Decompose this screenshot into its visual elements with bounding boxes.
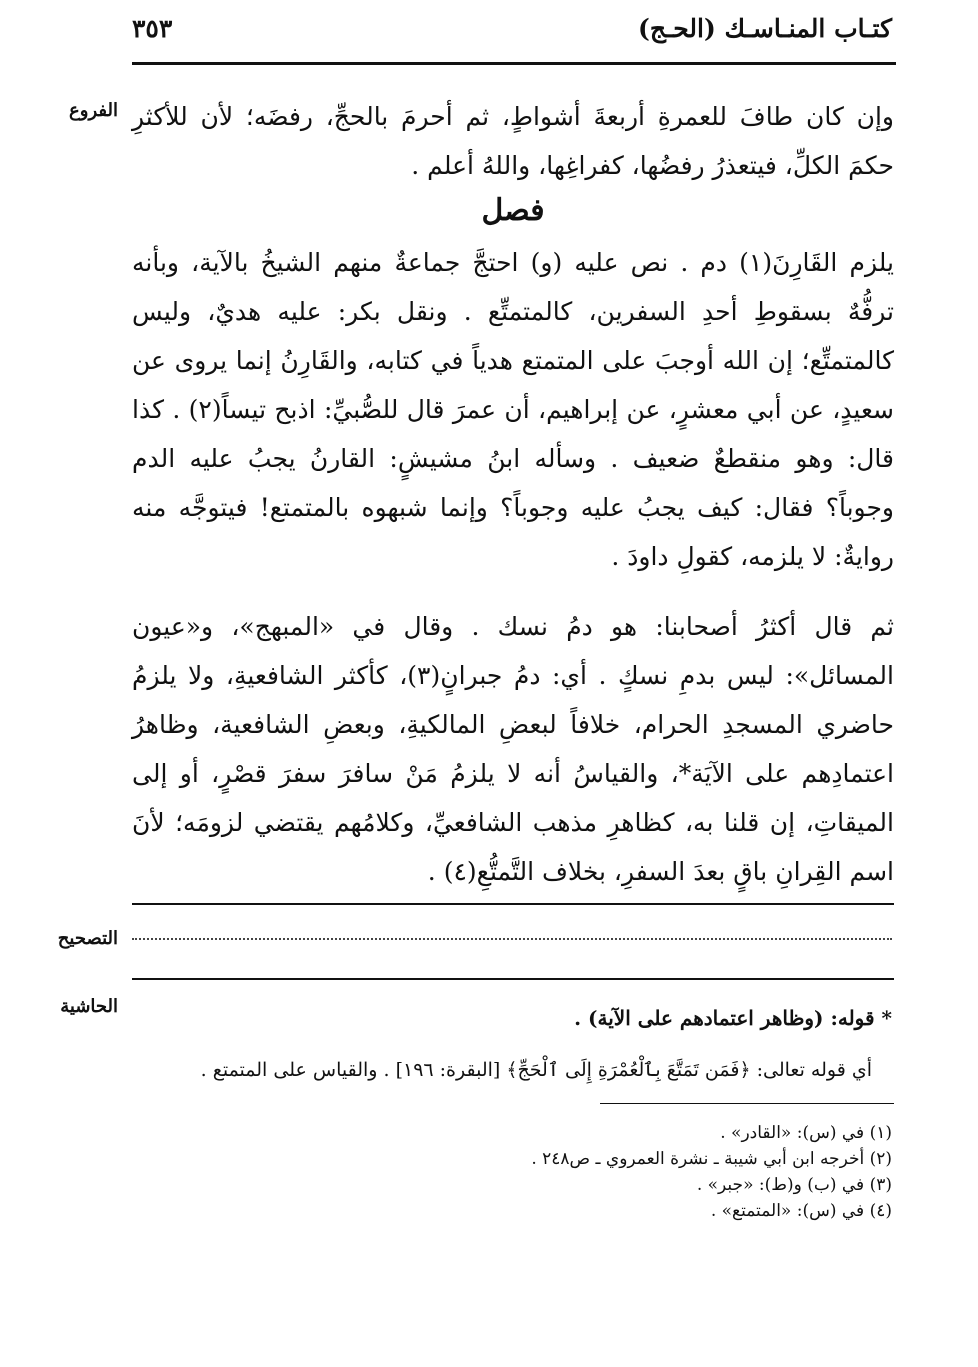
body-end-rule [132, 903, 894, 905]
intro-paragraph: وإن كان طافَ للعمرةِ أربعةَ أشواطٍ، ثم أحرمَ بالحجِّ، رفضَه؛ لأن للأكثرِ حكمَ الكلِّ، فيتعذرُ رفضُها، كفراغِها، واللهُ أعلم . [132, 102, 894, 180]
section-title: فصل [481, 193, 545, 228]
footnote-separator [600, 1103, 894, 1104]
margin-label-tashih: التصحيح [57, 928, 118, 949]
footnote-item: (٤) في (س): «المتمتع» . [710, 1201, 892, 1221]
footnote-item: (٣) في (ب) و(ط): «جبر» . [696, 1175, 892, 1195]
footnote-item: (١) في (س): «القادر» . [720, 1123, 892, 1143]
margin-label-hashiya: الحاشية [60, 996, 118, 1017]
page-number: ٣٥٣ [132, 14, 173, 43]
running-header-title: كتـاب المنـاسـك (الحـج) [638, 14, 892, 43]
body-paragraph-1: يلزم القَارِنَ(١) دم . نص عليه (و) احتجَّ جماعةٌ منهم الشيخُ بالآية، وبأنه ترفُّهٌ بسقوطِ أحدِ السفرين، كالمتمتِّع . ونقل بكر: عليه هديٌ، وليس كالمتمتِّع؛ إن الله أوجبَ على المتمتع هدياً في كتابه، والقَارِنُ إنما يروى عن سعيدٍ، عن أبي معشرٍ، عن إبراهيم، أن عمرَ قال للصُّبيِّ: اذبح تيساً(٢) . كذا قال: وهو منقطعٌ ضعيف . وسأله ابنُ مشيشٍ: القارنُ يجبُ عليه الدم وجوباً؟ فقال: كيف يجبُ عليه وجوباً؟ وإنما شبهوه بالمتمتع! فيتوجَّه منه روايةٌ: لا يلزمه، كقولِ داودَ . [132, 248, 895, 571]
footnotes-list [132, 1120, 892, 1224]
tashih-dotted-line [132, 938, 892, 940]
margin-label-furoo: الفروع [69, 100, 118, 121]
body-paragraph-2: ثم قال أكثرُ أصحابنا: هو دمُ نسك . وقال في «المبهج»، و«عيون المسائل»: ليس بدمِ نسكٍ . أي: دمُ جبرانٍ(٣)، كأكثر الشافعيةِ، ولا يلزمُ حاضري المسجدِ الحرام، خلافاً لبعضِ المالكيةِ، وبعضِ الشافعية، وظاهرُ اعتمادِهم على الآيَة*، والقياسُ أنه لا يلزمُ مَنْ سافرَ سفرَ قصْرٍ، أو إلى الميقاتِ، إن قلنا به، كظاهرِ مذهب الشافعيِّ، وكلامُهم يقتضي لزومَه؛ لأنَ اسم القِرانِ باقٍ بعدَ السفرِ، بخلاف التَّمتُّعِ(٤) . [132, 612, 894, 886]
footnote-item: (٢) أخرجه ابن أبي شيبة ـ نشرة العمروي ـ ص٢٤٨ . [531, 1149, 892, 1169]
header-rule [132, 62, 896, 65]
hashiya-note-body: أي قوله تعالى: ﴿فَمَن تَمَتَّعَ بِٱلْعُمْرَةِ إِلَى ٱلْحَجِّ﴾ [البقرة: ١٩٦] . والقياس على المتمتع . [200, 1059, 872, 1081]
tashih-end-rule [132, 978, 894, 980]
hashiya-note-title: * قوله: (وظاهر اعتمادهم على الآية) . [574, 1006, 892, 1030]
